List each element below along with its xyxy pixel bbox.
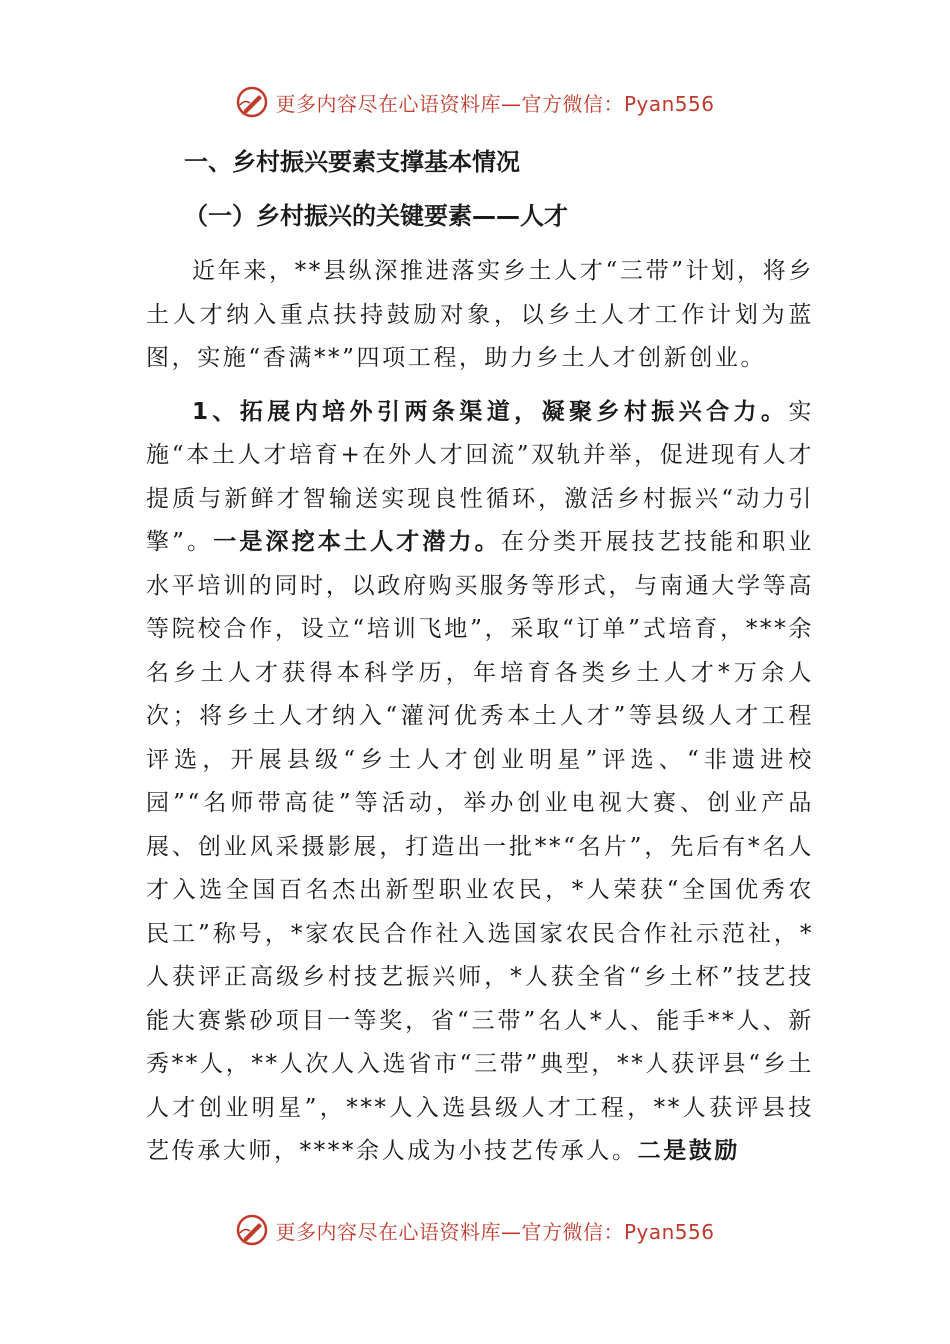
paragraph-lead-heading: 1、拓展内培外引两条渠道，凝聚乡村振兴合力。 xyxy=(192,398,789,425)
watermark-text: 更多内容尽在心语资料库—官方微信：Pyan556 xyxy=(275,91,715,116)
point-one-heading: 一是深挖本土人才潜力。 xyxy=(213,529,501,555)
intro-paragraph: 近年来，**县纵深推进落实乡土人才“三带”计划，将乡土人才纳入重点扶持鼓励对象，以乡土人才工作计划为蓝图，实施“香满**”四项工程，助力乡土人才创新创业。 xyxy=(146,258,814,371)
pen-logo-icon xyxy=(235,1213,269,1247)
watermark-banner-top xyxy=(0,82,950,122)
watermark-banner-bottom xyxy=(0,1210,950,1250)
paragraph-text: 实施“本土人才培育+在外人才回流”双轨并举，促进现有人才提质与新鲜才智输送实现良性循环，激活乡村振兴“动力引擎”。 xyxy=(146,398,814,555)
point-two-heading: 二是鼓励 xyxy=(637,1138,741,1164)
watermark-text: 更多内容尽在心语资料库—官方微信：Pyan556 xyxy=(275,1219,715,1244)
pen-logo-icon xyxy=(235,85,269,119)
body-paragraph xyxy=(146,391,814,1174)
document-body xyxy=(146,140,814,1174)
subsection-heading: （一）乡村振兴的关键要素——人才 xyxy=(184,202,568,230)
point-one-text: 在分类开展技艺技能和职业水平培训的同时，以政府购买服务等形式，与南通大学等高等院校合作，设立“培训飞地”，采取“订单”式培育，***余名乡土人才获得本科学历，年培育各类乡土人才*万余人次；将乡土人才纳入“灌河优秀本土人才”等县级人才工程评选，开展县级“乡土人才创业明星”评选、“非遗进校园”“名师带高徒”等活动，举办创业电视大赛、创业产品展、创业风采摄影展，打造出一批**“名片”，先后有*名人才入选全国百名杰出新型职业农民，*人荣获“全国优秀农民工”称号，*家农民合作社入选国家农民合作社示范社，*人获评正高级乡村技艺振兴师，*人获全省“乡土杯”技艺技能大赛紫砂项目一等奖，省“三带”名人*人、能手**人、新秀**人，**人次人入选省市“三带”典型，**人获评县“乡土人才创业明星”，***人入选县级人才工程，**人获评县技艺传承大师，****余人成为小技艺传承人。 xyxy=(146,529,815,1164)
section-heading: 一、乡村振兴要素支撑基本情况 xyxy=(184,148,520,176)
